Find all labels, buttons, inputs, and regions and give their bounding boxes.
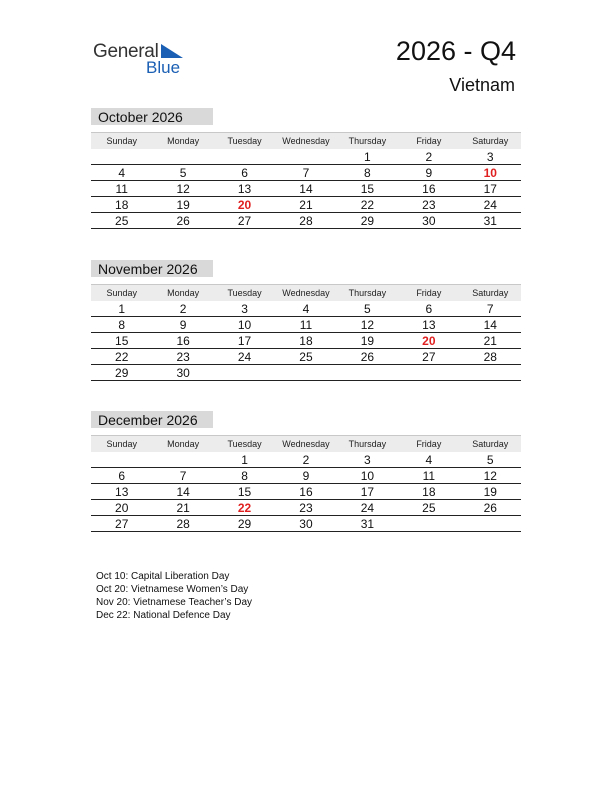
page-title: 2026 - Q4 [395,36,516,66]
day-cell: 11 [299,318,313,332]
day-cell: 6 [241,166,248,180]
weekday-label: Sunday [106,288,137,298]
day-cell: 19 [360,334,375,348]
weekday-label: Saturday [472,136,509,146]
day-cell: 15 [360,182,375,196]
weekday-label: Wednesday [282,439,330,449]
day-cell: 18 [115,198,129,212]
day-cell: 2 [425,150,433,164]
day-cell [152,149,213,164]
day-cell: 7 [486,302,494,316]
day-cell: 1 [118,302,126,316]
day-cell: 19 [176,198,190,212]
day-cell: 20 [422,334,436,348]
weekday-label: Sunday [106,136,137,146]
day-cell: 1 [364,150,371,164]
holiday-note: Oct 20: Vietnamese Women’s Day [96,584,249,595]
holiday-notes [96,570,252,622]
day-cell: 28 [299,214,313,228]
day-cell: 26 [483,501,497,515]
day-cell: 29 [115,366,129,380]
day-cell [398,516,459,531]
day-cell: 28 [483,350,497,364]
day-cell: 25 [422,501,436,515]
day-cell: 13 [422,318,436,332]
day-cell: 27 [422,350,436,364]
day-cell: 20 [115,501,129,515]
day-cell: 29 [360,214,375,228]
weekday-header [91,435,521,452]
weekday-label: Thursday [348,136,387,146]
day-cell: 25 [299,350,313,364]
week-row [91,213,521,229]
logo-triangle-icon [161,44,183,58]
holiday-note: Nov 20: Vietnamese Teacher’s Day [96,597,253,608]
day-cell: 10 [483,166,497,180]
weekday-header [91,284,521,301]
day-cell: 18 [299,334,313,348]
weekday-label: Monday [167,439,200,449]
logo-text-general: General [93,41,159,62]
week-row [91,452,521,468]
week-row [91,149,521,165]
day-cell: 5 [364,302,371,316]
weekday-label: Friday [416,288,442,298]
month-october [91,108,521,229]
day-cell: 30 [176,366,190,380]
week-row [91,197,521,213]
day-cell: 12 [176,182,190,196]
week-row [91,365,521,381]
day-cell: 31 [483,214,497,228]
day-cell: 25 [115,214,129,228]
day-cell: 3 [486,150,494,164]
day-cell: 7 [302,166,310,180]
day-cell [91,452,152,467]
day-cell: 24 [237,350,252,364]
weekday-label: Thursday [348,439,387,449]
day-cell [460,365,521,380]
day-cell: 18 [422,485,436,499]
day-cell: 16 [422,182,436,196]
day-cell [337,365,398,380]
weekday-label: Monday [167,288,200,298]
logo-text-blue: Blue [146,58,181,77]
weekday-label: Tuesday [227,136,262,146]
day-cell: 29 [237,517,252,531]
weekday-label: Wednesday [282,288,330,298]
week-row [91,317,521,333]
day-cell: 10 [360,469,375,483]
weekday-label: Friday [416,439,442,449]
week-row [91,516,521,532]
day-cell: 9 [302,469,310,483]
day-cell: 6 [425,302,433,316]
day-cell: 9 [425,166,433,180]
day-cell: 17 [237,334,252,348]
day-cell [460,516,521,531]
day-cell: 27 [237,214,252,228]
country-name: Vietnam [449,75,515,95]
holiday-note: Dec 22: National Defence Day [96,610,231,621]
day-cell: 28 [176,517,190,531]
month-weeks [91,301,521,381]
day-cell: 30 [422,214,436,228]
day-cell: 3 [241,302,248,316]
day-cell: 9 [179,318,187,332]
day-cell: 23 [299,501,313,515]
day-cell: 23 [422,198,436,212]
day-cell: 14 [176,485,190,499]
week-row [91,484,521,500]
day-cell: 14 [299,182,313,196]
day-cell: 11 [115,182,128,196]
weekday-label: Saturday [472,439,509,449]
day-cell: 8 [241,469,248,483]
day-cell: 21 [176,501,190,515]
week-row [91,165,521,181]
day-cell: 14 [483,318,497,332]
day-cell: 16 [299,485,313,499]
week-row [91,333,521,349]
day-cell: 6 [118,469,126,483]
week-row [91,181,521,197]
day-cell: 10 [237,318,252,332]
day-cell: 22 [237,501,252,515]
day-cell: 26 [360,350,375,364]
day-cell: 11 [422,469,436,483]
week-row [91,468,521,484]
day-cell [214,365,275,380]
day-cell: 22 [115,350,129,364]
day-cell [152,452,213,467]
day-cell: 13 [115,485,129,499]
weekday-label: Thursday [348,288,387,298]
day-cell: 4 [118,166,126,180]
day-cell: 17 [483,182,497,196]
day-cell: 17 [360,485,375,499]
month-name: December 2026 [91,411,213,428]
day-cell: 12 [360,318,375,332]
weekday-label: Tuesday [227,439,262,449]
day-cell: 26 [176,214,190,228]
month-name: October 2026 [91,108,213,125]
day-cell: 12 [483,469,497,483]
weekday-label: Saturday [472,288,509,298]
day-cell: 23 [176,350,190,364]
day-cell: 15 [115,334,129,348]
week-row [91,500,521,516]
week-row [91,301,521,317]
day-cell [91,149,152,164]
day-cell: 16 [176,334,190,348]
day-cell: 31 [360,517,375,531]
weekday-label: Friday [416,136,442,146]
holiday-note: Oct 10: Capital Liberation Day [96,571,230,582]
day-cell: 13 [237,182,252,196]
generalblue-logo [93,40,193,80]
day-cell: 5 [486,453,494,467]
day-cell [398,365,459,380]
day-cell: 27 [115,517,129,531]
day-cell: 1 [241,453,248,467]
weekday-label: Sunday [106,439,137,449]
day-cell: 8 [364,166,371,180]
day-cell [214,149,275,164]
day-cell: 4 [302,302,310,316]
day-cell: 2 [179,302,187,316]
day-cell [275,149,336,164]
day-cell: 4 [425,453,433,467]
month-weeks [91,149,521,229]
day-cell: 24 [360,501,375,515]
day-cell: 5 [179,166,187,180]
day-cell: 19 [483,485,497,499]
day-cell: 21 [483,334,497,348]
weekday-label: Wednesday [282,136,330,146]
day-cell: 20 [237,198,252,212]
day-cell: 21 [299,198,313,212]
day-cell: 24 [483,198,497,212]
day-cell [275,365,336,380]
day-cell: 15 [237,485,252,499]
month-november [91,260,521,381]
day-cell: 22 [360,198,375,212]
month-weeks [91,452,521,532]
day-cell: 8 [118,318,126,332]
day-cell: 3 [364,453,371,467]
weekday-label: Monday [167,136,200,146]
weekday-header [91,132,521,149]
day-cell: 7 [179,469,187,483]
day-cell: 2 [302,453,310,467]
day-cell: 30 [299,517,313,531]
week-row [91,349,521,365]
month-name: November 2026 [91,260,213,277]
weekday-label: Tuesday [227,288,262,298]
month-december [91,411,521,532]
